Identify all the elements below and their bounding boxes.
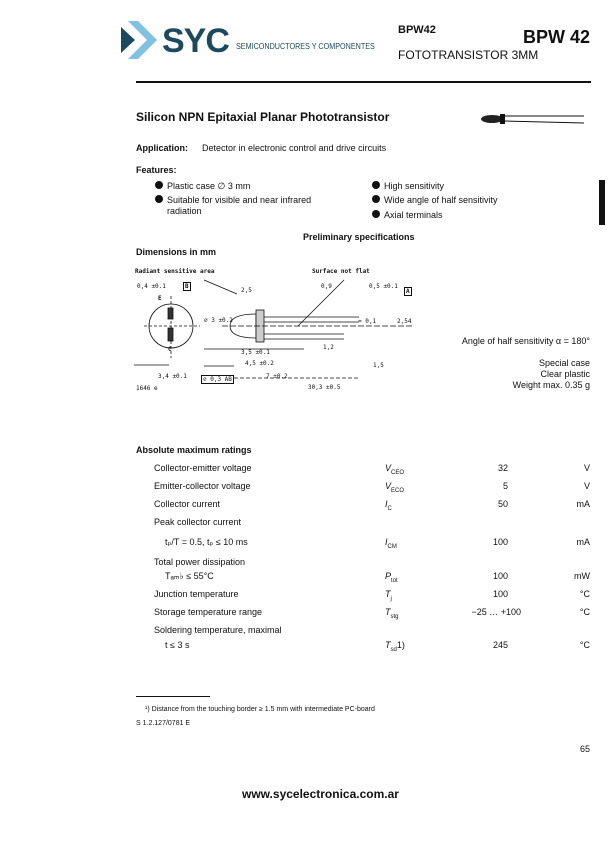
unit: °C <box>579 607 590 617</box>
footnote: ¹) Distance from the touching border ≥ 1.5 mm with intermediate PC-board <box>145 706 375 713</box>
header-divider <box>136 81 591 83</box>
symbol-subscript: tot <box>391 577 398 584</box>
symbol-main: V <box>385 463 392 473</box>
symbol <box>385 607 399 620</box>
param-label: Total power dissipation <box>154 557 246 567</box>
symbol <box>385 589 392 602</box>
website-link[interactable]: www.sycelectronica.com.ar <box>242 787 399 801</box>
datum-b: B <box>185 283 189 290</box>
angle-note: Angle of half sensitivity α = 180° <box>461 336 590 346</box>
value: 5 <box>502 481 508 491</box>
symbol-subscript: stg <box>390 613 399 620</box>
dim-05: 0,5 ±0.1 <box>369 283 398 290</box>
value: 32 <box>497 463 508 473</box>
param-label: Collector-emitter voltage <box>154 463 252 473</box>
feature-item: High sensitivity <box>372 181 444 191</box>
part-number-small: BPW42 <box>398 24 436 36</box>
component-photo <box>480 111 586 127</box>
logo-subtitle: SEMICONDUCTORES Y COMPONENTES <box>236 42 375 51</box>
dim-25: 2,5 <box>241 287 252 294</box>
dim-12: 1,2 <box>323 344 334 351</box>
symbol-subscript: sd <box>390 646 397 653</box>
feature-item-cont: radiation <box>167 206 202 216</box>
param-label: Junction temperature <box>154 589 239 599</box>
symbol <box>385 481 404 494</box>
application-text: Detector in electronic control and drive circuits <box>202 143 387 153</box>
symbol-subscript: ECO <box>391 487 405 494</box>
unit: V <box>583 463 590 473</box>
dim-15: 1,5 <box>373 362 384 369</box>
dim-34: 3,4 ±0.1 <box>158 373 187 380</box>
unit: mA <box>576 499 590 509</box>
param-label: Collector current <box>154 499 221 509</box>
symbol <box>385 571 398 584</box>
symbol <box>385 463 404 476</box>
symbol-main: V <box>385 481 392 491</box>
label-collector: C <box>168 346 172 353</box>
dim-303: 30,3 ±0.5 <box>308 384 341 391</box>
symbol-main: T <box>385 589 391 599</box>
footnote-rule <box>136 696 210 697</box>
dim-35: 3,5 ±0.1 <box>241 349 270 356</box>
unit: mW <box>574 571 590 581</box>
value: 100 <box>492 537 508 547</box>
feature-item: Axial terminals <box>372 210 443 220</box>
ratings-heading: Absolute maximum ratings <box>136 445 252 455</box>
page-number: 65 <box>579 744 590 754</box>
symbol-main: T <box>385 640 391 650</box>
param-label: Emitter-collector voltage <box>154 481 251 491</box>
unit: °C <box>579 589 590 599</box>
footnote-ref: 1) <box>396 640 405 650</box>
value: 100 <box>492 571 508 581</box>
case-note: Special case <box>538 358 590 368</box>
figure-number: 1646 e <box>136 385 158 392</box>
dim-dia3: ∅ 3 ±0.2 <box>204 317 233 324</box>
feature-item: Wide angle of half sensitivity <box>372 195 498 205</box>
symbol <box>385 640 405 653</box>
param-condition: Tₐₘ♭ ≤ 55°C <box>165 571 214 581</box>
dim-radiant-area: Radiant sensitive area <box>135 268 215 275</box>
param-label: Storage temperature range <box>154 607 263 617</box>
syc-logo-chevrons <box>121 21 161 59</box>
part-number-large: BPW 42 <box>522 27 590 47</box>
value: −25 … +100 <box>471 607 521 617</box>
dim-01: ≈ 0,1 <box>358 318 377 325</box>
symbol-subscript: CEO <box>391 469 405 476</box>
symbol-main: I <box>385 537 388 547</box>
symbol <box>385 537 397 550</box>
dim-7: 7 ±0.2 <box>266 373 288 380</box>
value: 50 <box>497 499 508 509</box>
dim-04: 0,4 ±0.1 <box>137 283 166 290</box>
param-label: Soldering temperature, maximal <box>154 625 282 635</box>
logo-text: SYC <box>162 22 229 60</box>
label-emitter: E <box>158 295 162 302</box>
unit: mA <box>576 537 590 547</box>
weight-note: Weight max. 0.35 g <box>512 380 590 390</box>
unit: V <box>583 481 590 491</box>
plastic-note: Clear plastic <box>540 369 590 379</box>
application-label: Application: <box>136 143 188 153</box>
dim-surface: Surface not flat <box>312 268 370 275</box>
param-condition: t ≤ 3 s <box>165 640 190 650</box>
param-label: Peak collector current <box>154 517 242 527</box>
param-condition: tₚ/T = 0.5, tₚ ≤ 10 ms <box>165 537 248 547</box>
symbol <box>385 499 392 512</box>
dim-254: 2,54 <box>397 318 412 325</box>
value: 100 <box>492 589 508 599</box>
symbol-subscript: CM <box>387 543 397 550</box>
features-label: Features: <box>136 165 177 175</box>
margin-tab-mark <box>599 180 605 225</box>
dim-09: 0,9 <box>321 283 332 290</box>
product-type: FOTOTRANSISTOR 3MM <box>398 48 539 62</box>
datum-a: A <box>406 288 410 295</box>
tolerance-frame: ⊘ 0,3 AB <box>203 376 232 383</box>
doc-code: S 1.2.127/0781 E <box>136 720 191 727</box>
dimensions-heading: Dimensions in mm <box>136 247 217 257</box>
unit: °C <box>579 640 590 650</box>
symbol-main: P <box>385 571 392 581</box>
symbol-main: T <box>385 607 391 617</box>
symbol-subscript: C <box>387 505 392 512</box>
symbol-subscript: j <box>390 595 392 602</box>
feature-item: Plastic case ∅ 3 mm <box>155 181 250 192</box>
symbol-main: I <box>385 499 388 509</box>
dim-45: 4,5 ±0.2 <box>245 360 274 367</box>
page-title: Silicon NPN Epitaxial Planar Phototransistor <box>136 110 390 124</box>
preliminary-heading: Preliminary specifications <box>303 232 415 242</box>
feature-item: Suitable for visible and near infrared <box>155 195 311 205</box>
value: 245 <box>492 640 508 650</box>
